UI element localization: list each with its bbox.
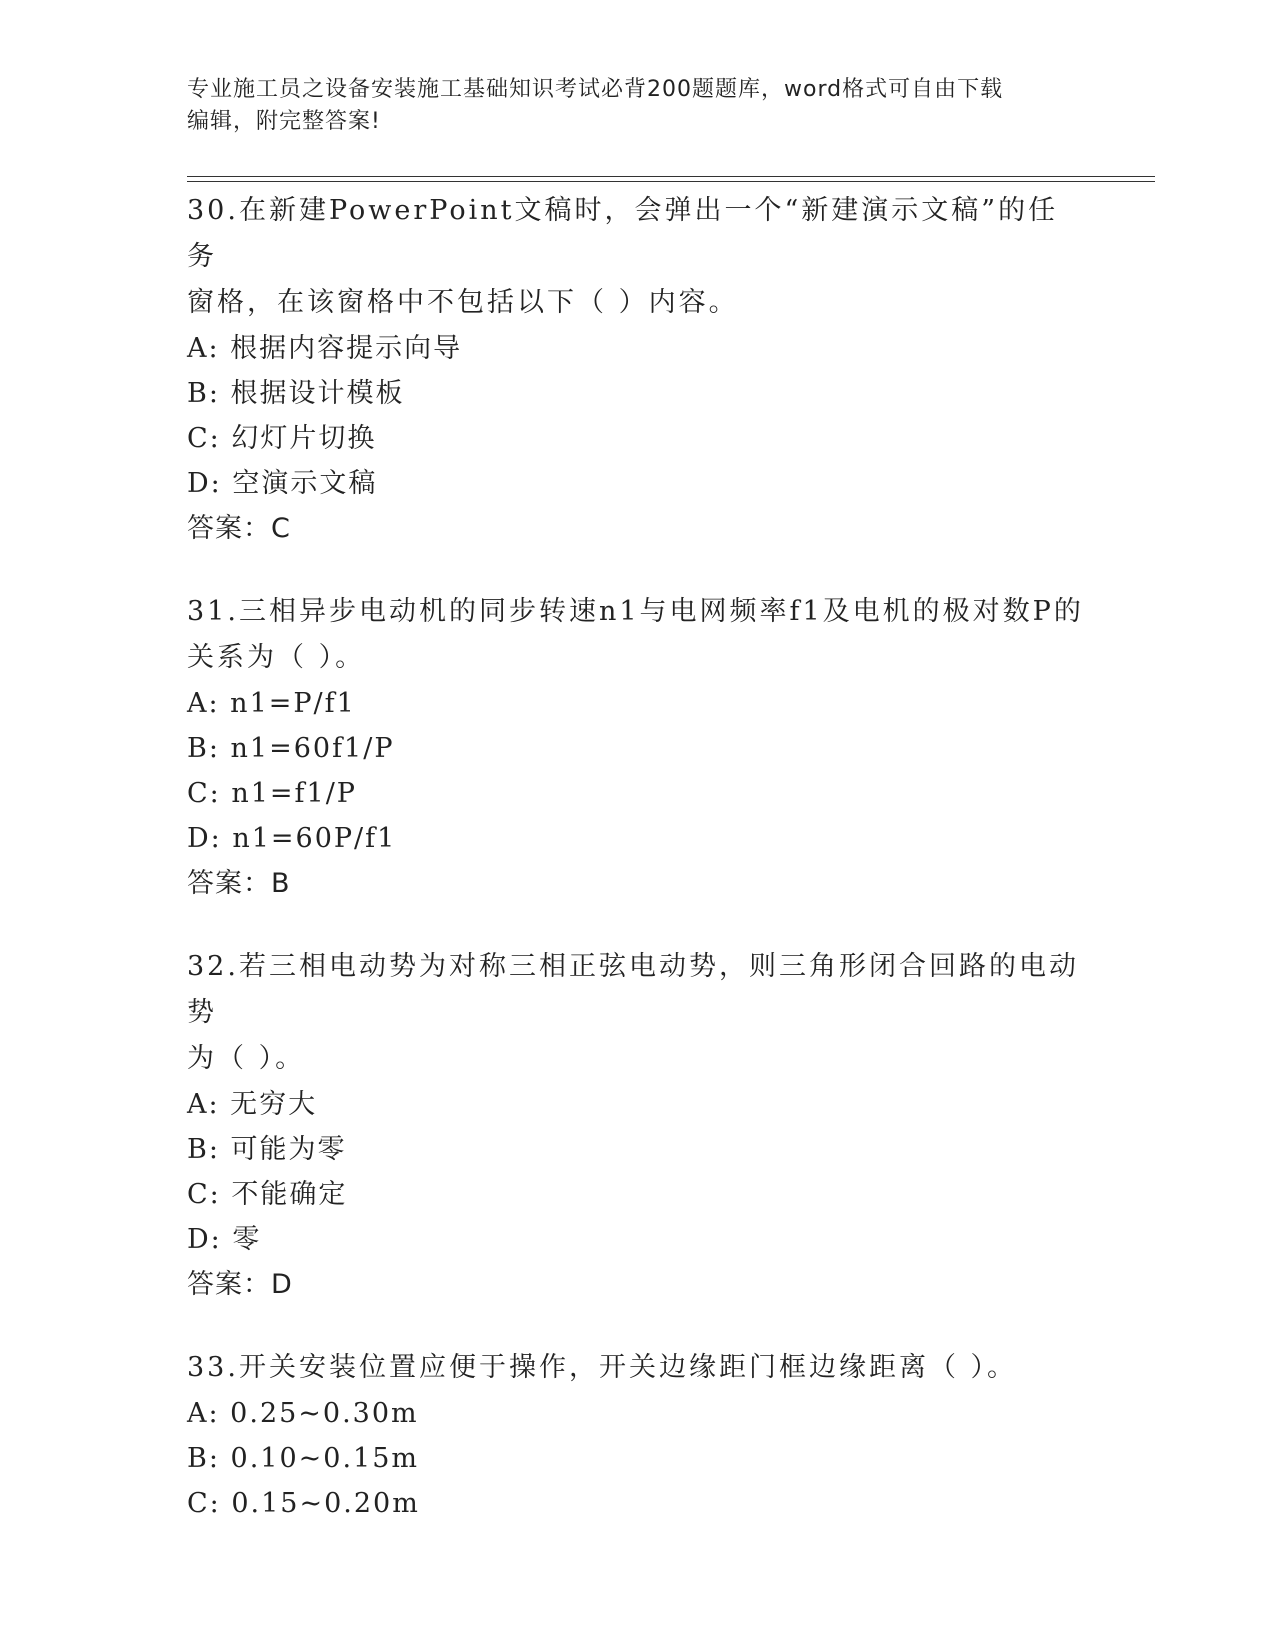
answer: 答案：D — [187, 1269, 293, 1300]
header-divider-top — [187, 176, 1155, 177]
option-b: B: 根据设计模板 — [187, 378, 405, 409]
question-33 — [187, 1345, 1087, 1526]
question-stem-line: 窗格，在该窗格中不包括以下（ ）内容。 — [187, 287, 739, 318]
question-stem-line: 30.在新建PowerPoint文稿时，会弹出一个“新建演示文稿”的任务 — [187, 195, 1059, 272]
answer: 答案：B — [187, 868, 291, 899]
question-stem-line: 31.三相异步电动机的同步转速n1与电网频率f1及电机的极对数P的 — [187, 596, 1084, 627]
question-30 — [187, 188, 1087, 552]
option-d: D: n1=60P/f1 — [187, 823, 397, 854]
option-a: A: 0.25~0.30m — [187, 1398, 419, 1429]
header-divider-bottom — [187, 181, 1155, 182]
document-header — [187, 74, 1087, 138]
option-c: C: n1=f1/P — [187, 778, 357, 809]
option-b: B: 可能为零 — [187, 1134, 347, 1165]
option-c: C: 0.15~0.20m — [187, 1488, 420, 1519]
header-line-1: 专业施工员之设备安装施工基础知识考试必背200题题库，word格式可自由下载 — [187, 77, 1004, 102]
answer: 答案：C — [187, 513, 291, 544]
option-d: D: 空演示文稿 — [187, 468, 378, 499]
header-line-2: 编辑，附完整答案! — [187, 109, 381, 134]
option-b: B: n1=60f1/P — [187, 733, 395, 764]
option-c: C: 不能确定 — [187, 1179, 348, 1210]
question-stem-line: 关系为（ ）。 — [187, 642, 366, 673]
question-stem-line: 32.若三相电动势为对称三相正弦电动势，则三角形闭合回路的电动势 — [187, 951, 1079, 1028]
option-c: C: 幻灯片切换 — [187, 423, 377, 454]
question-stem-line: 33.开关安装位置应便于操作，开关边缘距门框边缘距离（ ）。 — [187, 1352, 1018, 1383]
question-31 — [187, 589, 1087, 907]
option-a: A: 根据内容提示向导 — [187, 333, 463, 364]
question-stem-line: 为（ ）。 — [187, 1043, 306, 1074]
question-list — [187, 188, 1087, 1526]
option-b: B: 0.10~0.15m — [187, 1443, 419, 1474]
option-d: D: 零 — [187, 1224, 262, 1255]
option-a: A: 无穷大 — [187, 1089, 318, 1120]
option-a: A: n1=P/f1 — [187, 688, 356, 719]
question-32 — [187, 944, 1087, 1308]
